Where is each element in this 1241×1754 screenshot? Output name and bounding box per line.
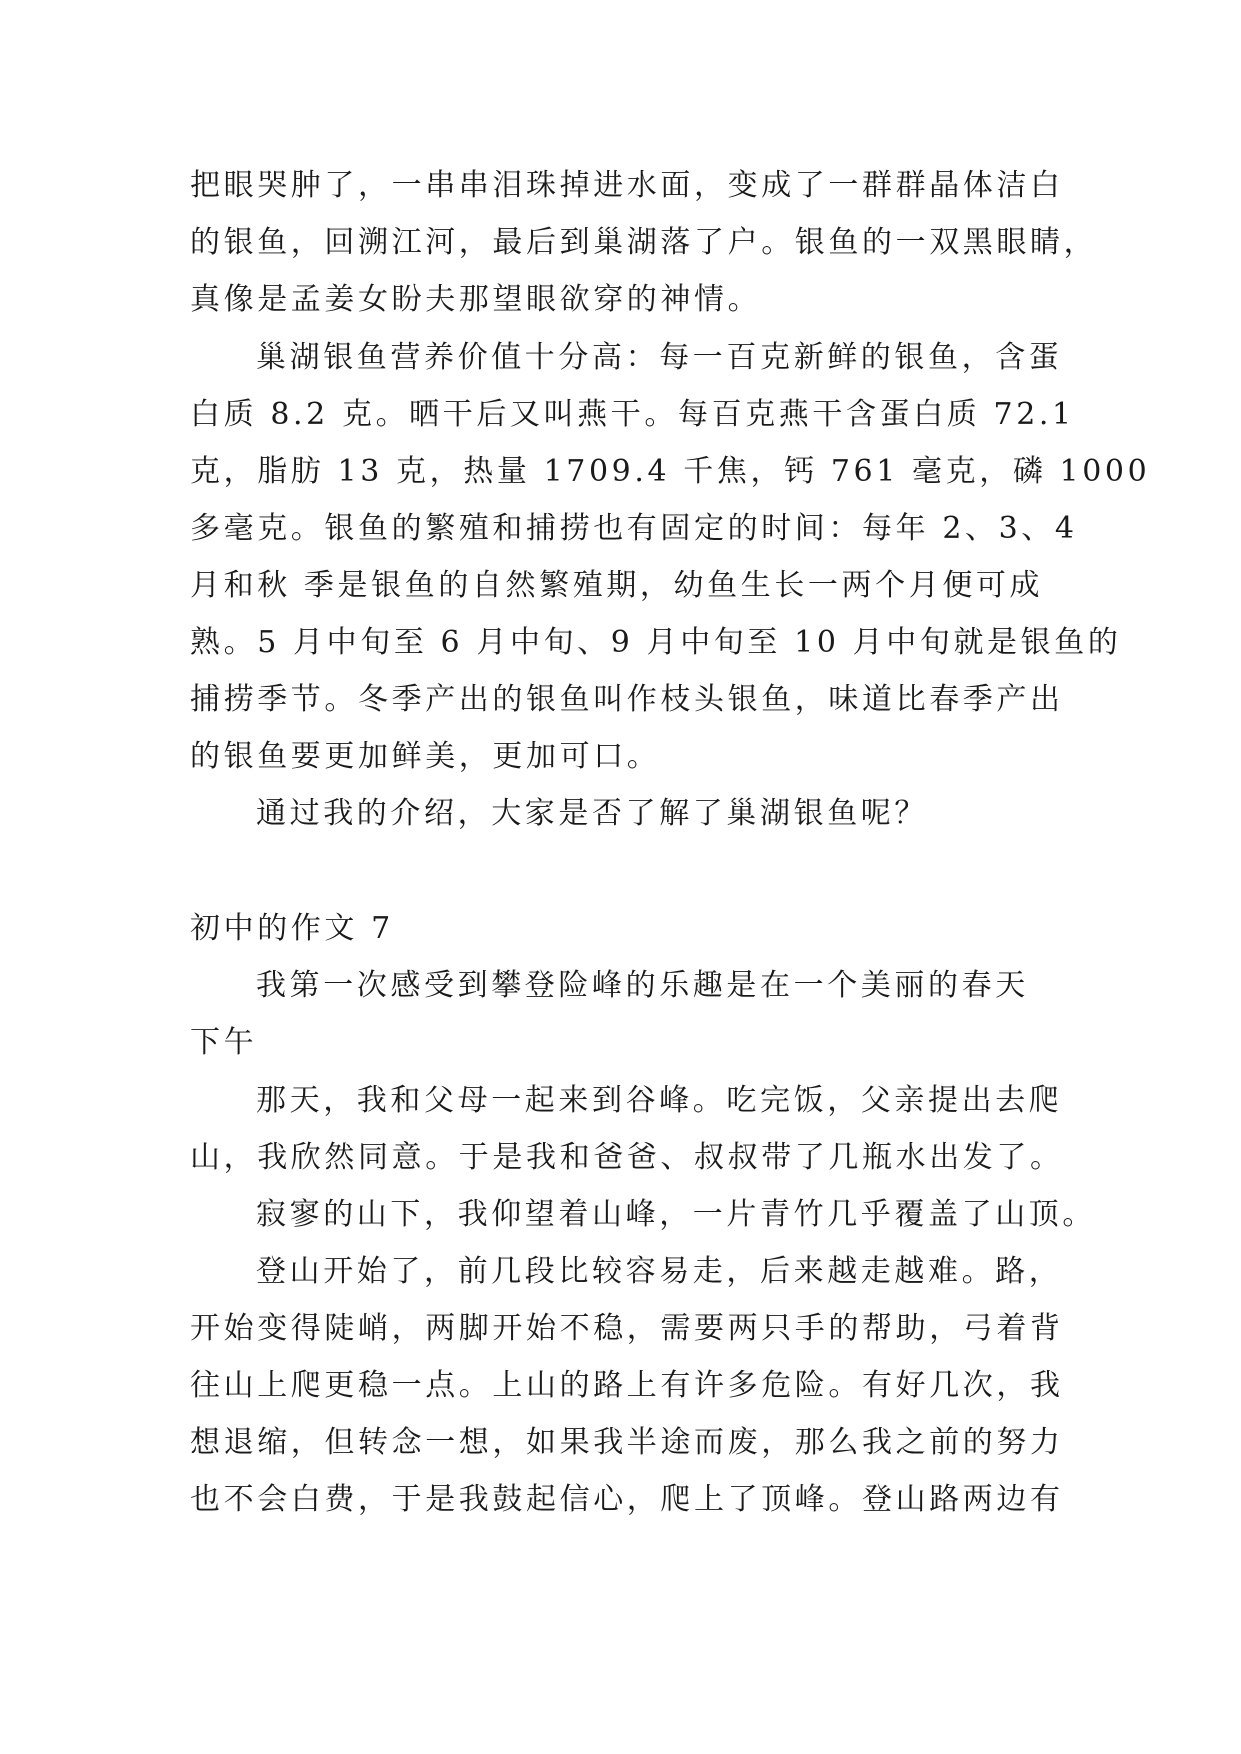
text-line: 熟。5 月中旬至 6 月中旬、9 月中旬至 10 月中旬就是银鱼的 xyxy=(190,625,1122,660)
text-line: 克，脂肪 13 克，热量 1709.4 千焦，钙 761 毫克，磷 1000 xyxy=(190,454,1151,489)
paragraph-start: 登山开始了，前几段比较容易走，后来越走越难。路， xyxy=(256,1254,1063,1289)
text-line: 也不会白费，于是我鼓起信心，爬上了顶峰。登山路两边有 xyxy=(190,1482,1064,1517)
text-line: 下午 xyxy=(190,1025,258,1060)
text-line: 多毫克。银鱼的繁殖和捕捞也有固定的时间：每年 2、3、4 xyxy=(190,511,1078,546)
paragraph-start: 通过我的介绍，大家是否了解了巢湖银鱼呢？ xyxy=(256,796,928,831)
text-line: 的银鱼要更加鲜美，更加可口。 xyxy=(190,739,661,774)
text-line: 山，我欣然同意。于是我和爸爸、叔叔带了几瓶水出发了。 xyxy=(190,1140,1064,1175)
text-line: 真像是孟姜女盼夫那望眼欲穿的神情。 xyxy=(190,282,762,317)
text-line: 白质 8.2 克。晒干后又叫燕干。每百克燕干含蛋白质 72.1 xyxy=(190,397,1075,432)
text-line: 开始变得陡峭，两脚开始不稳，需要两只手的帮助，弓着背 xyxy=(190,1311,1064,1346)
text-line: 想退缩，但转念一想，如果我半途而废，那么我之前的努力 xyxy=(190,1425,1064,1460)
paragraph-start: 那天，我和父母一起来到谷峰。吃完饭，父亲提出去爬 xyxy=(256,1083,1063,1118)
text-line: 往山上爬更稳一点。上山的路上有许多危险。有好几次，我 xyxy=(190,1368,1064,1403)
text-line: 捕捞季节。冬季产出的银鱼叫作枝头银鱼，味道比春季产出 xyxy=(190,682,1064,717)
text-line: 的银鱼，回溯江河，最后到巢湖落了户。银鱼的一双黑眼睛， xyxy=(190,225,1098,260)
paragraph-start: 巢湖银鱼营养价值十分高：每一百克新鲜的银鱼，含蛋 xyxy=(256,340,1063,375)
text-line: 月和秋 季是银鱼的自然繁殖期，幼鱼生长一两个月便可成 xyxy=(190,568,1044,603)
section-heading: 初中的作文 7 xyxy=(190,911,394,946)
paragraph-start: 寂寥的山下，我仰望着山峰，一片青竹几乎覆盖了山顶。 xyxy=(256,1197,1096,1232)
paragraph-start: 我第一次感受到攀登险峰的乐趣是在一个美丽的春天 xyxy=(256,968,1029,1003)
text-line: 把眼哭肿了，一串串泪珠掉进水面，变成了一群群晶体洁白 xyxy=(190,168,1064,203)
